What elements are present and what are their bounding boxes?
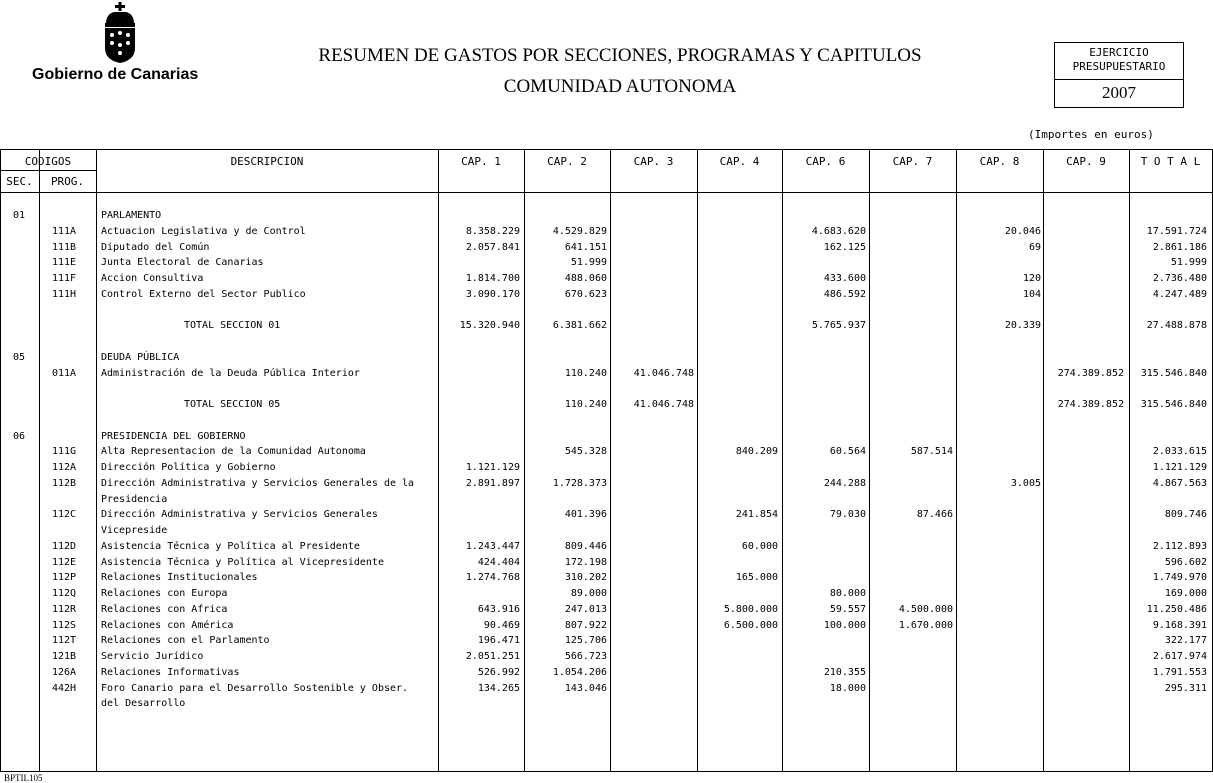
value-total: 11.250.486 bbox=[1146, 603, 1207, 615]
value-cap7: 587.514 bbox=[910, 446, 953, 458]
value-cap2: 566.723 bbox=[564, 651, 607, 662]
value-cap6: 100.000 bbox=[823, 619, 866, 631]
program-code: 112S bbox=[52, 619, 77, 631]
table-row bbox=[0, 681, 1213, 713]
section-header-row bbox=[0, 208, 1213, 224]
spacer-row bbox=[0, 413, 1213, 429]
description: Relaciones con el Parlamento bbox=[101, 635, 270, 647]
header-cap9: CAP. 9 bbox=[1066, 155, 1106, 168]
value-cap1: 196.471 bbox=[477, 635, 520, 647]
description: PRESIDENCIA DEL GOBIERNO bbox=[101, 430, 246, 442]
value-cap2: 143.046 bbox=[564, 682, 607, 694]
description: Relaciones Informativas bbox=[101, 666, 240, 678]
value-cap2: 172.198 bbox=[564, 556, 607, 568]
description: Dirección Política y Gobierno bbox=[101, 462, 276, 473]
program-code: 112B bbox=[52, 477, 77, 489]
program-code: 112E bbox=[52, 556, 77, 568]
value-cap2: 488.060 bbox=[564, 273, 607, 284]
program-code: 126A bbox=[52, 666, 77, 678]
program-code: 111A bbox=[52, 225, 77, 237]
value-cap1: 1.243.447 bbox=[465, 540, 520, 552]
table-row bbox=[0, 633, 1213, 649]
table-row bbox=[0, 618, 1213, 634]
value-cap4: 241.854 bbox=[735, 509, 778, 521]
table-row bbox=[0, 476, 1213, 508]
value-total: 596.602 bbox=[1164, 556, 1207, 568]
description: Relaciones Institucionales bbox=[101, 572, 258, 584]
section-total-label: TOTAL SECCION 05 bbox=[184, 399, 281, 410]
table-row bbox=[0, 586, 1213, 602]
spacer-row bbox=[0, 303, 1213, 319]
value-cap8: 69 bbox=[1028, 241, 1041, 253]
value-cap6: 80.000 bbox=[829, 588, 866, 599]
value-cap1: 2.891.897 bbox=[465, 477, 520, 489]
value-cap4: 6.500.000 bbox=[723, 619, 778, 631]
program-code: 112A bbox=[52, 462, 77, 473]
value-cap1: 2.057.841 bbox=[465, 241, 520, 253]
description: Relaciones con América bbox=[101, 619, 234, 631]
value-total: 315.546.840 bbox=[1140, 367, 1207, 379]
header-prog: PROG. bbox=[50, 175, 85, 188]
value-total: 2.033.615 bbox=[1152, 446, 1207, 458]
value-total: 2.736.480 bbox=[1152, 273, 1207, 284]
description: Junta Electoral de Canarias bbox=[101, 257, 264, 269]
description: Dirección Administrativa y Servicios Generales de la Presidencia bbox=[101, 477, 415, 505]
table-row bbox=[0, 287, 1213, 303]
value-cap8: 104 bbox=[1022, 288, 1041, 300]
value-cap2: 310.202 bbox=[564, 572, 607, 584]
value-total: 1.121.129 bbox=[1152, 462, 1207, 473]
value-cap2: 1.728.373 bbox=[552, 477, 607, 489]
description: Relaciones con Africa bbox=[101, 603, 228, 615]
report-subtitle: COMUNIDAD AUTONOMA bbox=[503, 76, 737, 97]
value-cap9: 274.389.852 bbox=[1057, 367, 1124, 379]
description: Control Externo del Sector Publico bbox=[101, 288, 306, 300]
value-total: 322.177 bbox=[1164, 635, 1207, 647]
header-cap4: CAP. 4 bbox=[719, 155, 760, 168]
spacer-row bbox=[0, 381, 1213, 397]
value-cap2: 6.381.662 bbox=[552, 320, 607, 332]
value-cap6: 210.355 bbox=[823, 666, 866, 678]
table-row bbox=[0, 460, 1213, 476]
value-cap1: 1.274.768 bbox=[465, 572, 520, 584]
header-cap7: CAP. 7 bbox=[892, 155, 933, 168]
value-total: 169.000 bbox=[1164, 588, 1207, 599]
table-row bbox=[0, 570, 1213, 586]
value-cap2: 247.013 bbox=[564, 603, 607, 615]
logo-text: Gobierno de Canarias bbox=[32, 66, 199, 83]
value-cap1: 8.358.229 bbox=[465, 225, 520, 237]
value-cap2: 809.446 bbox=[564, 540, 607, 552]
value-cap2: 670.623 bbox=[564, 288, 607, 300]
value-cap2: 51.999 bbox=[570, 257, 607, 269]
program-code: 112C bbox=[52, 509, 77, 521]
value-cap7: 1.670.000 bbox=[898, 619, 953, 631]
value-cap2: 1.054.206 bbox=[552, 666, 607, 678]
footer-code: BPTIL105 bbox=[4, 773, 43, 783]
value-cap1: 643.916 bbox=[477, 603, 520, 615]
value-total: 2.617.974 bbox=[1152, 651, 1207, 662]
table-row bbox=[0, 555, 1213, 571]
value-total: 4.867.563 bbox=[1152, 477, 1207, 489]
program-code: 112T bbox=[52, 635, 77, 647]
program-code: 111F bbox=[52, 273, 77, 284]
value-cap1: 2.051.251 bbox=[465, 651, 520, 662]
header-cap6: CAP. 6 bbox=[805, 155, 846, 168]
importes-note: (Importes en euros) bbox=[1028, 128, 1154, 141]
program-code: 112Q bbox=[52, 588, 77, 599]
value-cap2: 4.529.829 bbox=[552, 225, 607, 237]
value-cap6: 18.000 bbox=[829, 682, 866, 694]
value-cap2: 125.706 bbox=[564, 635, 607, 647]
table-body bbox=[0, 208, 1213, 712]
value-total: 295.311 bbox=[1164, 682, 1207, 694]
value-cap8: 3.005 bbox=[1010, 477, 1041, 489]
value-cap3: 41.046.748 bbox=[633, 399, 694, 410]
program-code: 011A bbox=[52, 367, 77, 379]
program-code: 442H bbox=[52, 682, 77, 694]
section-header-row bbox=[0, 350, 1213, 366]
value-cap7: 4.500.000 bbox=[898, 603, 953, 615]
ejercicio-label-line1: EJERCICIO bbox=[1089, 46, 1149, 59]
value-cap2: 545.328 bbox=[564, 446, 607, 458]
ejercicio-box bbox=[1054, 42, 1184, 108]
table-row bbox=[0, 649, 1213, 665]
value-cap9: 274.389.852 bbox=[1057, 399, 1124, 410]
program-code: 111B bbox=[52, 241, 77, 253]
value-cap6: 4.683.620 bbox=[811, 225, 866, 237]
section-header-row bbox=[0, 429, 1213, 445]
table-row bbox=[0, 366, 1213, 382]
description: Asistencia Técnica y Política al Vicepresidente bbox=[101, 556, 384, 568]
value-cap6: 59.557 bbox=[829, 603, 866, 615]
table-row bbox=[0, 665, 1213, 681]
value-cap6: 79.030 bbox=[829, 509, 866, 521]
value-cap6: 244.288 bbox=[823, 477, 866, 489]
header-cap8: CAP. 8 bbox=[979, 155, 1020, 168]
description: PARLAMENTO bbox=[101, 210, 162, 221]
description: Accion Consultiva bbox=[101, 273, 204, 284]
program-code: 121B bbox=[52, 651, 77, 662]
value-cap2: 641.151 bbox=[564, 241, 607, 253]
value-total: 17.591.724 bbox=[1146, 225, 1207, 237]
ejercicio-label bbox=[1055, 44, 1183, 80]
ejercicio-year: 2007 bbox=[1102, 83, 1136, 102]
ejercicio-label-line2: PRESUPUESTARIO bbox=[1072, 60, 1166, 73]
value-cap1: 1.121.129 bbox=[465, 462, 520, 473]
value-cap1: 15.320.940 bbox=[459, 320, 520, 332]
value-cap2: 807.922 bbox=[564, 619, 607, 631]
description: Foro Canario para el Desarrollo Sostenible y Obser. del Desarrollo bbox=[101, 682, 409, 710]
program-code: 111H bbox=[52, 288, 77, 300]
header-cap3: CAP. 3 bbox=[633, 155, 674, 168]
program-code: 111E bbox=[52, 257, 77, 269]
value-total: 809.746 bbox=[1164, 509, 1207, 521]
table-row bbox=[0, 224, 1213, 240]
value-cap6: 5.765.937 bbox=[811, 320, 866, 332]
value-cap2: 110.240 bbox=[564, 399, 607, 410]
header-codigos: CODIGOS bbox=[24, 155, 72, 168]
description: Servicio Jurídico bbox=[101, 651, 204, 662]
report-title: RESUMEN DE GASTOS POR SECCIONES, PROGRAMAS Y CAPITULOS bbox=[318, 45, 922, 66]
header-cap2: CAP. 2 bbox=[547, 155, 587, 168]
description: Relaciones con Europa bbox=[101, 588, 228, 599]
spacer-row bbox=[0, 334, 1213, 350]
table-row bbox=[0, 255, 1213, 271]
value-cap7: 87.466 bbox=[916, 509, 953, 521]
coat-of-arms-icon bbox=[100, 2, 140, 64]
value-total: 2.112.893 bbox=[1152, 540, 1207, 552]
section-code: 01 bbox=[13, 210, 26, 221]
value-cap4: 5.800.000 bbox=[723, 603, 778, 615]
value-cap1: 1.814.700 bbox=[465, 273, 520, 284]
value-total: 2.861.186 bbox=[1152, 241, 1207, 253]
header-descripcion: DESCRIPCION bbox=[230, 155, 304, 168]
value-cap8: 20.339 bbox=[1004, 320, 1041, 332]
value-cap4: 60.000 bbox=[741, 540, 778, 552]
description: Diputado del Común bbox=[101, 241, 210, 253]
value-total: 315.546.840 bbox=[1140, 399, 1207, 410]
section-total-label: TOTAL SECCION 01 bbox=[184, 320, 281, 332]
value-cap4: 165.000 bbox=[735, 572, 778, 584]
program-code: 111G bbox=[52, 446, 77, 458]
value-cap8: 120 bbox=[1022, 273, 1041, 284]
program-code: 112P bbox=[52, 572, 77, 584]
value-cap6: 433.600 bbox=[823, 273, 866, 284]
value-cap3: 41.046.748 bbox=[633, 367, 694, 379]
header-cap1: CAP. 1 bbox=[461, 155, 501, 168]
value-total: 51.999 bbox=[1170, 257, 1207, 269]
description: Actuacion Legislativa y de Control bbox=[101, 225, 306, 237]
description: DEUDA PÚBLICA bbox=[101, 351, 180, 363]
header-total: T O T A L bbox=[1140, 155, 1201, 168]
section-total-row bbox=[0, 397, 1213, 413]
description: Asistencia Técnica y Política al Presidente bbox=[101, 540, 360, 552]
value-cap2: 401.396 bbox=[564, 509, 607, 521]
table-row bbox=[0, 240, 1213, 256]
section-total-row bbox=[0, 318, 1213, 334]
value-cap1: 134.265 bbox=[477, 682, 520, 694]
gobierno-canarias-logo bbox=[28, 2, 218, 84]
value-cap6: 162.125 bbox=[823, 241, 866, 253]
description: Administración de la Deuda Pública Interior bbox=[101, 367, 360, 379]
value-total: 1.749.970 bbox=[1152, 572, 1207, 584]
table-row bbox=[0, 444, 1213, 460]
description: Dirección Administrativa y Servicios Generales Vicepreside bbox=[101, 509, 378, 536]
value-cap1: 90.469 bbox=[483, 619, 520, 631]
value-total: 9.168.391 bbox=[1152, 619, 1207, 631]
table-row bbox=[0, 539, 1213, 555]
value-cap6: 60.564 bbox=[829, 446, 866, 458]
table-row bbox=[0, 602, 1213, 618]
section-code: 05 bbox=[13, 351, 26, 363]
value-cap6: 486.592 bbox=[823, 288, 866, 300]
value-cap8: 20.046 bbox=[1004, 225, 1041, 237]
program-code: 112D bbox=[52, 540, 77, 552]
header-sec: SEC. bbox=[6, 175, 33, 188]
section-code: 06 bbox=[13, 430, 26, 442]
value-cap2: 110.240 bbox=[564, 367, 607, 379]
table-row bbox=[0, 507, 1213, 539]
value-total: 27.488.878 bbox=[1146, 320, 1207, 332]
value-cap2: 89.000 bbox=[570, 588, 607, 599]
value-total: 4.247.489 bbox=[1152, 288, 1207, 300]
value-cap1: 526.992 bbox=[477, 666, 520, 678]
value-total: 1.791.553 bbox=[1152, 666, 1207, 678]
program-code: 112R bbox=[52, 603, 77, 615]
value-cap1: 3.090.170 bbox=[465, 288, 520, 300]
description: Alta Representacion de la Comunidad Autonoma bbox=[101, 446, 366, 458]
value-cap4: 840.209 bbox=[735, 446, 778, 458]
value-cap1: 424.404 bbox=[477, 556, 520, 568]
table-row bbox=[0, 271, 1213, 287]
